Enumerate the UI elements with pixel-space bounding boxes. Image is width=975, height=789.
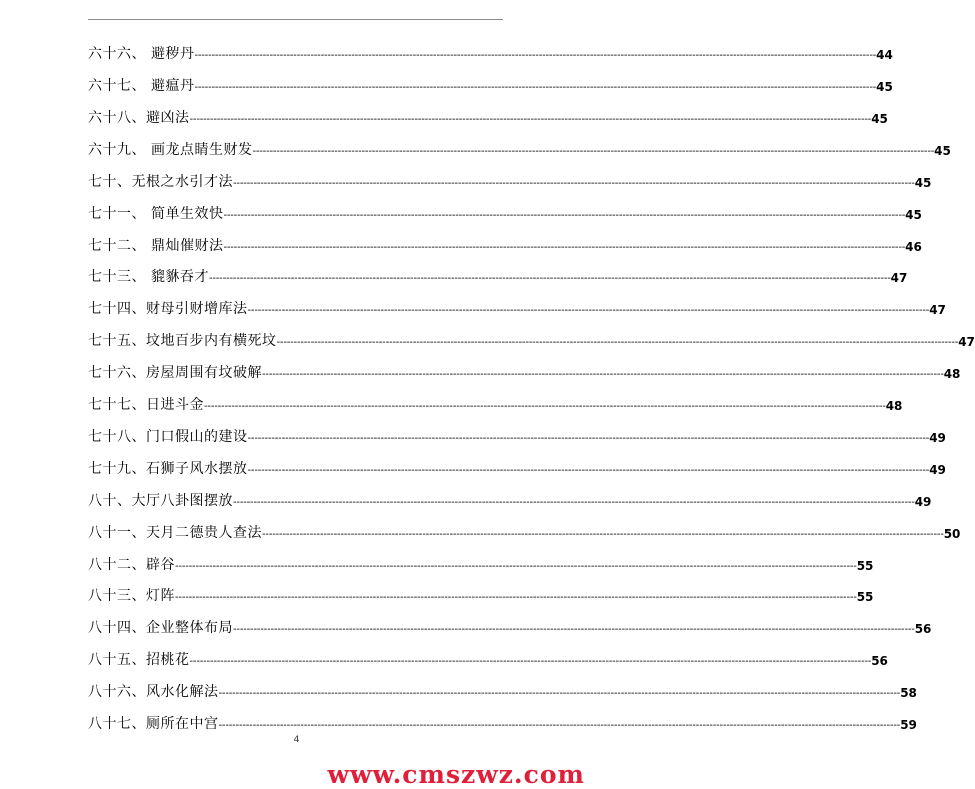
toc-entry[interactable] — [88, 427, 946, 447]
toc-entry-title: 七十一、 简单生效快 — [88, 206, 224, 222]
toc-entry-page: 56 — [914, 622, 932, 636]
toc-entry-title: 七十五、坟地百步内有横死坟 — [88, 333, 277, 349]
toc-entry[interactable] — [88, 172, 932, 192]
toc-leader-dashes: -------------------------------------------------------------------------------------------------------------------------------------------------------------------------------------------------------- — [223, 210, 906, 221]
toc-leader-dashes: -------------------------------------------------------------------------------------------------------------------------------------------------------------------------------------------------------- — [208, 273, 891, 284]
toc-leader-dashes: -------------------------------------------------------------------------------------------------------------------------------------------------------------------------------------------------------- — [233, 497, 915, 508]
toc-entry-page: 55 — [856, 559, 874, 573]
toc-leader-dashes: -------------------------------------------------------------------------------------------------------------------------------------------------------------------------------------------------------- — [218, 688, 901, 699]
toc-entry-title: 七十八、门口假山的建设 — [88, 429, 248, 445]
toc-leader-dashes: -------------------------------------------------------------------------------------------------------------------------------------------------------------------------------------------------------- — [194, 82, 877, 93]
toc-entry[interactable] — [88, 331, 975, 351]
toc-leader-dashes: -------------------------------------------------------------------------------------------------------------------------------------------------------------------------------------------------------- — [252, 146, 935, 157]
toc-entry[interactable] — [88, 395, 903, 415]
toc-entry-title: 八十四、企业整体布局 — [88, 620, 233, 636]
toc-entry[interactable] — [88, 491, 932, 511]
toc-leader-dashes: -------------------------------------------------------------------------------------------------------------------------------------------------------------------------------------------------------- — [204, 401, 886, 412]
toc-entry-page: 45 — [871, 112, 888, 126]
toc-entry[interactable] — [88, 586, 874, 606]
toc-leader-dashes: -------------------------------------------------------------------------------------------------------------------------------------------------------------------------------------------------------- — [175, 592, 857, 603]
toc-leader-dashes: -------------------------------------------------------------------------------------------------------------------------------------------------------------------------------------------------------- — [189, 656, 872, 667]
toc-entry[interactable] — [88, 714, 917, 734]
toc-entry-title: 六十九、 画龙点睛生财发 — [88, 142, 253, 158]
toc-entry[interactable] — [88, 682, 917, 702]
toc-entry-page: 49 — [929, 463, 946, 477]
toc-leader-dashes: -------------------------------------------------------------------------------------------------------------------------------------------------------------------------------------------------------- — [247, 305, 930, 316]
watermark: www.cmszwz.com — [327, 760, 585, 789]
toc-entry-title: 七十七、日进斗金 — [88, 397, 204, 413]
toc-entry-title: 七十、无根之水引才法 — [88, 174, 233, 190]
toc-entry-title: 八十二、辟谷 — [88, 557, 175, 573]
toc-entry-title: 八十一、天月二德贵人查法 — [88, 525, 262, 541]
toc-entry[interactable] — [88, 140, 951, 160]
toc-entry[interactable] — [88, 236, 922, 256]
toc-entry-title: 六十六、 避秽丹 — [88, 46, 195, 62]
toc-entry[interactable] — [88, 108, 888, 128]
toc-entry[interactable] — [88, 523, 961, 543]
toc-entry-page: 47 — [958, 335, 975, 349]
toc-entry-page: 45 — [905, 208, 922, 222]
toc-leader-dashes: -------------------------------------------------------------------------------------------------------------------------------------------------------------------------------------------------------- — [233, 178, 915, 189]
toc-entry-page: 59 — [900, 718, 917, 732]
toc-entry-page: 46 — [905, 240, 922, 254]
toc-entry-page: 56 — [871, 654, 888, 668]
toc-entry-page: 49 — [914, 495, 932, 509]
toc-entry[interactable] — [88, 555, 874, 575]
toc-leader-dashes: -------------------------------------------------------------------------------------------------------------------------------------------------------------------------------------------------------- — [218, 720, 901, 731]
toc-entry[interactable] — [88, 650, 888, 670]
toc-entry-page: 55 — [856, 590, 874, 604]
page-number: 4 — [293, 735, 300, 745]
toc-entry[interactable] — [88, 363, 961, 383]
toc-leader-dashes: -------------------------------------------------------------------------------------------------------------------------------------------------------------------------------------------------------- — [194, 50, 877, 61]
toc-entry-title: 七十四、财母引财增库法 — [88, 301, 248, 317]
toc-entry[interactable] — [88, 44, 893, 64]
toc-entry-page: 45 — [876, 80, 893, 94]
toc-leader-dashes: -------------------------------------------------------------------------------------------------------------------------------------------------------------------------------------------------------- — [233, 624, 915, 635]
toc-leader-dashes: -------------------------------------------------------------------------------------------------------------------------------------------------------------------------------------------------------- — [223, 242, 906, 253]
toc-entry[interactable] — [88, 299, 946, 319]
toc-entry-page: 49 — [929, 431, 946, 445]
toc-entry-title: 七十二、 鼎灿催财法 — [88, 238, 224, 254]
toc-leader-dashes: -------------------------------------------------------------------------------------------------------------------------------------------------------------------------------------------------------- — [247, 433, 930, 444]
toc-entry-title: 六十八、避凶法 — [88, 110, 190, 126]
toc-leader-dashes: -------------------------------------------------------------------------------------------------------------------------------------------------------------------------------------------------------- — [175, 561, 857, 572]
toc-leader-dashes: -------------------------------------------------------------------------------------------------------------------------------------------------------------------------------------------------------- — [276, 337, 959, 348]
toc-entry-title: 八十六、风水化解法 — [88, 684, 219, 700]
toc-entry-page: 47 — [929, 303, 946, 317]
toc-entry[interactable] — [88, 618, 932, 638]
toc-entry[interactable] — [88, 204, 922, 224]
toc-entry-page: 48 — [943, 367, 961, 381]
toc-entry-page: 58 — [900, 686, 917, 700]
toc-entry-page: 48 — [885, 399, 903, 413]
toc-leader-dashes: -------------------------------------------------------------------------------------------------------------------------------------------------------------------------------------------------------- — [262, 369, 944, 380]
toc-entry-page: 45 — [914, 176, 932, 190]
toc-entry-title: 七十三、 貔貅吞才 — [88, 269, 209, 285]
toc-leader-dashes: -------------------------------------------------------------------------------------------------------------------------------------------------------------------------------------------------------- — [247, 465, 930, 476]
toc-leader-dashes: -------------------------------------------------------------------------------------------------------------------------------------------------------------------------------------------------------- — [189, 114, 872, 125]
toc-entry[interactable] — [88, 459, 946, 479]
toc-entry-page: 47 — [890, 271, 908, 285]
toc-entry-title: 七十六、房屋周围有坟破解 — [88, 365, 262, 381]
toc-entry-title: 六十七、 避瘟丹 — [88, 78, 195, 94]
toc-entry-title: 八十三、灯阵 — [88, 588, 175, 604]
toc-entry-title: 八十五、招桃花 — [88, 652, 190, 668]
toc-entry-page: 45 — [934, 144, 951, 158]
toc-leader-dashes: -------------------------------------------------------------------------------------------------------------------------------------------------------------------------------------------------------- — [262, 529, 944, 540]
toc-entry-page: 44 — [876, 48, 893, 62]
toc-entry-title: 八十七、厕所在中宫 — [88, 716, 219, 732]
toc-entry-title: 七十九、石狮子风水摆放 — [88, 461, 248, 477]
toc-entry-title: 八十、大厅八卦图摆放 — [88, 493, 233, 509]
toc-entry[interactable] — [88, 76, 893, 96]
header-rule — [88, 19, 503, 20]
toc-entry[interactable] — [88, 267, 908, 287]
toc-entry-page: 50 — [943, 527, 961, 541]
